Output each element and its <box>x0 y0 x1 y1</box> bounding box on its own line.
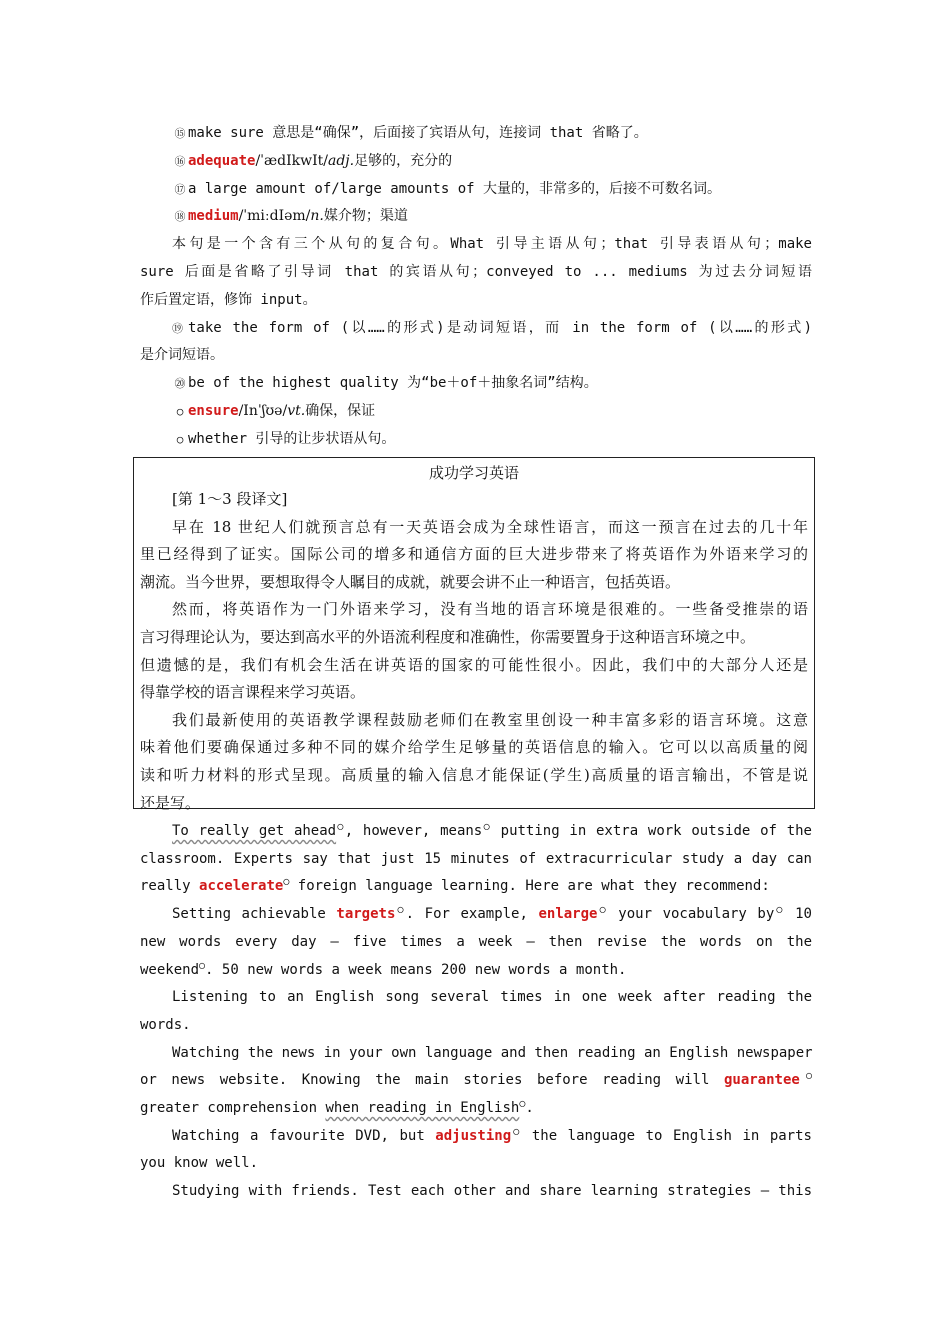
note-text: take the form of (以……的形式)是动词短语，而 in the form of (以……的形式) <box>188 319 812 336</box>
vocab-word: adjusting <box>435 1127 512 1144</box>
note-number: ⑳ <box>174 377 186 391</box>
part-of-speech: n. <box>310 208 324 225</box>
vocab-word: accelerate <box>199 878 284 895</box>
passage-text: really <box>140 878 200 895</box>
annotation-mark: ○ <box>511 1126 522 1138</box>
passage-text: or news website. Knowing the main stories before reading will <box>140 1072 724 1089</box>
phonetic: /Inˈʃʊə/ <box>238 402 288 419</box>
sentence-analysis-line3: 作后置定语，修饰 input。 <box>140 291 317 308</box>
passage-text: the language to English in parts <box>521 1127 812 1144</box>
passage-text: greater comprehension <box>140 1100 326 1117</box>
note-18 <box>140 203 812 231</box>
translation-line: 言习得理论认为，要达到高水平的外语流利程度和准确性，你需要置身于这种语言环境之中。 <box>140 627 756 646</box>
meaning: 确保，保证 <box>305 402 376 419</box>
vocab-word: enlarge <box>538 906 598 923</box>
note-number: ○ <box>176 432 184 446</box>
note-number: ○ <box>176 404 184 418</box>
passage-line: Listening to an English song several times in one week after reading the <box>172 989 812 1006</box>
passage-line: Watching the news in your own language and then reading an English newspaper <box>172 1044 813 1061</box>
note-17 <box>140 176 812 204</box>
passage-line: words. <box>140 1016 191 1033</box>
translation-line: 里已经得到了证实。国际公司的增多和通信方面的巨大进步带来了将英语作为外语来学习的 <box>140 545 808 564</box>
vocab-word: ensure <box>188 402 239 419</box>
translation-line: 我们最新使用的英语教学课程鼓励老师们在教室里创设一种丰富多彩的语言环境。这意 <box>172 710 808 729</box>
meaning: 足够的，充分的 <box>354 152 453 169</box>
passage-line: you know well. <box>140 1155 259 1172</box>
note-ensure <box>140 398 812 426</box>
passage-line <box>140 1123 812 1151</box>
note-whether <box>140 426 812 454</box>
passage-text: your vocabulary by <box>607 906 775 923</box>
note-number: ⑲ <box>172 321 183 335</box>
translation-line: 还是写。 <box>140 793 201 812</box>
passage-text: weekend <box>140 961 200 978</box>
annotation-mark: ○ <box>283 876 290 888</box>
phrase-marked: when reading in English <box>325 1100 520 1117</box>
english-passage <box>140 818 812 1206</box>
translation-line: 然而，将英语作为一门外语来学习，没有当地的语言环境是很难的。一些备受推崇的语 <box>172 600 808 619</box>
note-20 <box>140 370 812 398</box>
translation-line: 味着他们要确保通过多种不同的媒介给学生足够量的英语信息的输入。它可以以高质量的阅 <box>140 738 808 757</box>
note-number: ⑰ <box>174 182 186 196</box>
passage-line: new words every day — five times a week — then revise the words on the <box>140 933 812 950</box>
vocab-word: adequate <box>188 152 256 169</box>
passage-text: Setting achievable <box>172 906 337 923</box>
translation-section-label: [第 1～3 段译文] <box>172 490 288 508</box>
translation-box <box>133 457 815 812</box>
phrase-marked: To really get ahead <box>172 823 337 839</box>
annotation-mark: ○ <box>519 1098 526 1110</box>
passage-text: foreign language learning. Here are what they recommend: <box>289 878 770 895</box>
passage-text: . 50 new words a week means 200 new words a month. <box>205 961 627 978</box>
note-number: ⑯ <box>174 154 186 168</box>
notes-section <box>140 120 812 454</box>
note-19-line1 <box>140 315 812 343</box>
passage-line <box>140 1067 812 1095</box>
note-number: ⑮ <box>174 127 186 140</box>
annotation-mark: ○ <box>597 904 608 916</box>
vocab-word: guarantee <box>723 1072 800 1089</box>
note-number: ⑱ <box>174 210 186 224</box>
sentence-analysis-line2: sure 后面是省略了引导词 that 的宾语从句；conveyed to ... mediums 为过去分词短语 <box>140 263 812 280</box>
translation-line: 潮流。当今世界，要想取得令人瞩目的成就，就要会讲不止一种语言，包括英语。 <box>140 572 681 591</box>
note-15 <box>140 120 812 148</box>
note-text: make sure 意思是“确保”，后面接了宾语从句，连接词 that 省略了。 <box>188 125 648 141</box>
translation-line: 早在 18 世纪人们就预言总有一天英语会成为全球性语言，而这一预言在过去的几十年 <box>172 517 808 536</box>
annotation-mark: ○ <box>799 1070 812 1082</box>
note-text: whether 引导的让步状语从句。 <box>188 430 396 447</box>
note-19-line2: 是介词短语。 <box>140 347 224 364</box>
passage-text: Watching a favourite DVD, but <box>172 1127 436 1144</box>
passage-text: . For example, <box>405 906 539 923</box>
passage-line <box>140 873 812 901</box>
sentence-analysis-line1: 本句是一个含有三个从句的复合句。What 引导主语从句；that 引导表语从句；make <box>172 236 812 253</box>
note-text: be of the highest quality 为“be＋of＋抽象名词”结构。 <box>188 375 598 392</box>
passage-line <box>140 818 812 846</box>
translation-line: 但遗憾的是，我们有机会生活在讲英语的国家的可能性很小。因此，我们中的大部分人还是 <box>140 655 808 674</box>
passage-text: putting in extra work outside of the <box>490 823 812 839</box>
note-text: a large amount of/large amounts of 大量的，非常多的，后接不可数名词。 <box>188 180 722 197</box>
translation-title: 成功学习英语 <box>428 464 519 482</box>
annotation-mark: ○ <box>395 904 406 916</box>
annotation-mark: ○ <box>336 821 345 833</box>
note-16 <box>140 148 812 176</box>
phonetic: /ˈædIkwIt/ <box>255 152 328 169</box>
phonetic: /ˈmiːdIəm/ <box>238 208 311 225</box>
part-of-speech: adj. <box>328 152 355 169</box>
passage-line <box>140 957 812 985</box>
passage-line <box>140 901 812 929</box>
passage-line: Studying with friends. Test each other and share learning strategies — this <box>172 1183 812 1200</box>
passage-line <box>140 1095 812 1123</box>
translation-line: 读和听力材料的形式呈现。高质量的输入信息才能保证(学生)高质量的语言输出，不管是说 <box>140 765 808 784</box>
passage-text: 10 <box>784 906 812 923</box>
annotation-mark: ○ <box>199 959 206 971</box>
vocab-word: medium <box>188 208 239 225</box>
meaning: 媒介物；渠道 <box>323 208 408 225</box>
passage-line: classroom. Experts say that just 15 minutes of extracurricular study a day can <box>140 850 812 867</box>
translation-line: 得靠学校的语言课程来学习英语。 <box>140 683 366 702</box>
annotation-mark: ○ <box>482 821 491 833</box>
annotation-mark: ○ <box>774 904 785 916</box>
part-of-speech: vt. <box>287 402 306 419</box>
vocab-word: targets <box>336 906 396 923</box>
passage-text: , however, means <box>344 823 483 839</box>
passage-text: . <box>525 1100 534 1117</box>
